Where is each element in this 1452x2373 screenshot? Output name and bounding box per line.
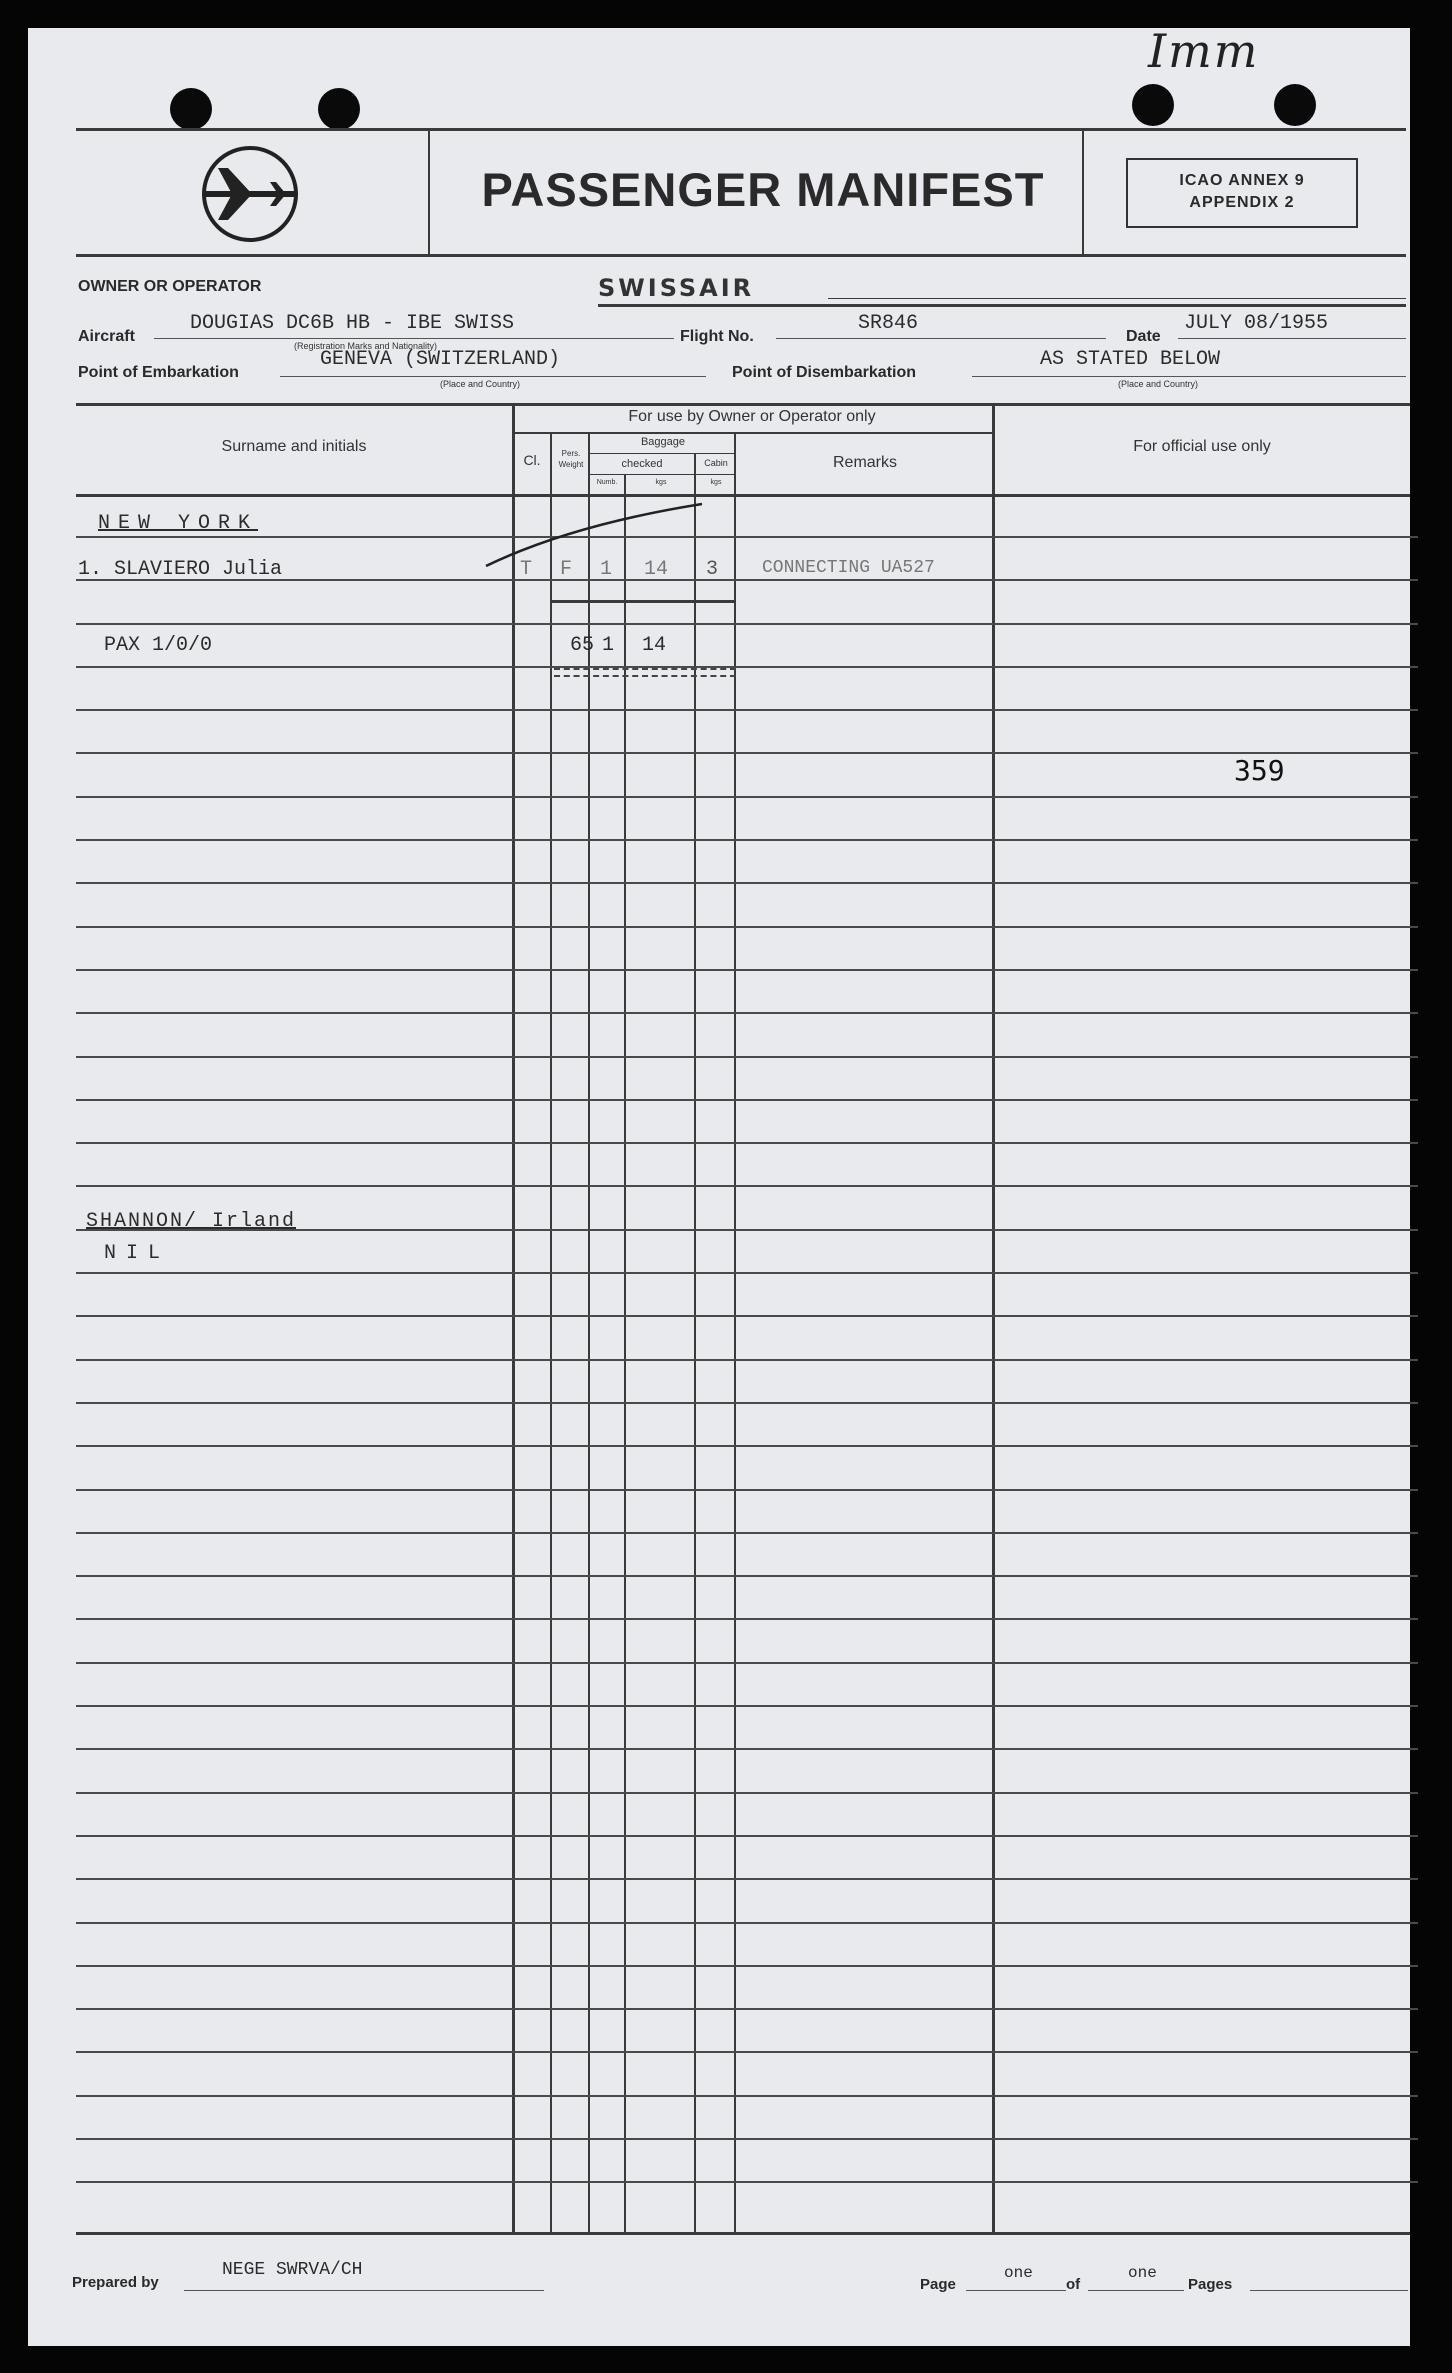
ruled-line (76, 1575, 1418, 1577)
page-title: PASSENGER MANIFEST (481, 163, 1045, 216)
ruled-line (76, 1012, 1418, 1014)
flight-rule (776, 338, 1106, 339)
ruled-line (76, 2051, 1418, 2053)
passenger-total-rule (550, 600, 736, 603)
icao-line-2: APPENDIX 2 (1189, 194, 1295, 211)
pers-weight-header: Pers. Weight (558, 449, 584, 469)
owner-value: SWISSAIR (598, 274, 755, 302)
ruled-line (76, 1185, 1418, 1187)
ruled-line (76, 1056, 1418, 1058)
ruled-line (76, 839, 1418, 841)
ruled-line (76, 536, 1418, 538)
cabin-kgs: 3 (706, 558, 719, 581)
table-bottom-rule (76, 2232, 1410, 2235)
embarkation-value: GENEVA (SWITZERLAND) (320, 348, 561, 371)
date-value: JULY 08/1955 (1184, 312, 1329, 335)
manifest-sheet (28, 24, 1410, 2346)
column-line (550, 434, 552, 2234)
owner-rule (828, 298, 1406, 299)
prepared-label: Prepared by (72, 2274, 159, 2291)
ruled-line (76, 1618, 1418, 1620)
baggage-header: Baggage (640, 436, 686, 448)
owner-only-header: For use by Owner or Operator only (628, 408, 876, 425)
pax-total: PAX 1/0/0 (104, 634, 213, 657)
punch-hole (1274, 84, 1316, 126)
ruled-line (76, 1662, 1418, 1664)
header-top-rule (76, 128, 1406, 131)
ruled-line (76, 666, 1418, 668)
checked-header: checked (621, 458, 663, 470)
passenger-name: 1. SLAVIERO Julia (78, 558, 283, 581)
owner-label: OWNER OR OPERATOR (78, 278, 262, 295)
kgs-cabin-header: kgs (710, 479, 722, 486)
remarks-header: Remarks (832, 454, 897, 471)
total-kgs: 14 (642, 634, 667, 657)
aircraft-rule (154, 338, 674, 339)
checked-rule (590, 474, 736, 475)
table-header-bottom-rule (76, 494, 1410, 497)
ruled-line (76, 1878, 1418, 1880)
baggage-kgs: 14 (644, 558, 669, 581)
ruled-line (76, 1965, 1418, 1967)
ruled-line (76, 1272, 1418, 1274)
official-use-header: For official use only (1133, 438, 1271, 455)
handwritten-initials: Imm (1148, 24, 1260, 78)
embarkation-note: (Place and Country) (440, 379, 521, 389)
ruled-line (76, 1099, 1418, 1101)
page-value: one (1004, 2264, 1033, 2282)
ruled-line (76, 882, 1418, 884)
ruled-line (76, 2181, 1418, 2183)
disembarkation-rule (972, 376, 1406, 377)
passenger-remarks: CONNECTING UA527 (762, 558, 935, 578)
punch-hole (1132, 84, 1174, 126)
destination-new-york: NEW YORK (98, 512, 259, 535)
ruled-line (76, 2008, 1418, 2010)
ruled-line (76, 1489, 1418, 1491)
ruled-line (76, 2095, 1418, 2097)
ruled-line (76, 1835, 1418, 1837)
flight-value: SR846 (858, 312, 919, 335)
embarkation-label: Point of Embarkation (78, 364, 239, 381)
destination-shannon: SHANNON/ Irland (86, 1210, 297, 1233)
ruled-line (76, 752, 1418, 754)
column-line (694, 454, 696, 2234)
class-header: Cl. (523, 452, 541, 468)
total-weight: 65 (570, 634, 595, 657)
disembarkation-label: Point of Disembarkation (732, 364, 917, 381)
disembarkation-note: (Place and Country) (1118, 379, 1199, 389)
aircraft-label: Aircraft (78, 328, 135, 345)
prepared-rule (184, 2290, 544, 2291)
total-numb: 1 (602, 634, 615, 657)
ruled-line (76, 623, 1418, 625)
ruled-line (76, 1792, 1418, 1794)
ruled-line (76, 1359, 1418, 1361)
owner-only-rule (512, 432, 992, 434)
pages-rule (1250, 2290, 1408, 2291)
numb-header: Numb. (596, 479, 618, 486)
punch-hole (318, 88, 360, 130)
column-line (734, 434, 736, 2234)
ruled-line (76, 969, 1418, 971)
header-divider (428, 130, 430, 254)
ruled-line (76, 1922, 1418, 1924)
embarkation-rule (280, 376, 706, 377)
column-line (992, 404, 995, 2234)
ruled-line (76, 1532, 1418, 1534)
double-underline (554, 668, 736, 677)
of-value: one (1128, 2264, 1157, 2282)
page-label: Page (920, 2276, 956, 2293)
aircraft-note: (Registration Marks and Nationality) (294, 341, 438, 351)
column-line (588, 434, 590, 2234)
pages-label: Pages (1188, 2276, 1233, 2293)
date-label: Date (1126, 328, 1161, 345)
pen-stroke (484, 498, 704, 578)
cabin-header: Cabin (704, 458, 728, 468)
kgs-checked-header: kgs (655, 479, 667, 486)
aircraft-value: DOUGIAS DC6B HB - IBE SWISS (190, 312, 515, 335)
column-line (624, 475, 626, 2234)
ruled-line (76, 1705, 1418, 1707)
ruled-line (76, 2138, 1418, 2140)
ruled-line (76, 1402, 1418, 1404)
icao-box (1126, 158, 1358, 228)
ruled-line (76, 1142, 1418, 1144)
flight-label: Flight No. (680, 328, 754, 345)
ruled-line (76, 709, 1418, 711)
table-top-rule (76, 403, 1410, 406)
ruled-line (76, 926, 1418, 928)
column-line (512, 404, 515, 2234)
destination-shannon-value: NIL (104, 1242, 171, 1265)
baggage-numb: 1 (600, 558, 613, 581)
passenger-class: T (520, 558, 533, 581)
baggage-rule (590, 453, 736, 454)
ruled-line (76, 1748, 1418, 1750)
header-divider (1082, 130, 1084, 254)
date-rule (1178, 338, 1406, 339)
of-rule (1088, 2290, 1184, 2291)
airline-logo-icon (200, 144, 300, 244)
prepared-value: NEGE SWRVA/CH (222, 2260, 363, 2280)
page-rule (966, 2290, 1066, 2291)
punch-hole (170, 88, 212, 130)
passenger-weight: F (560, 558, 573, 581)
owner-rule-thick (598, 304, 1406, 307)
ruled-line (76, 1315, 1418, 1317)
of-label: of (1066, 2276, 1081, 2293)
ruled-line (76, 796, 1418, 798)
surname-header: Surname and initials (221, 438, 367, 455)
ruled-line (76, 1445, 1418, 1447)
official-number: 359 (1234, 754, 1285, 787)
disembarkation-value: AS STATED BELOW (1040, 348, 1221, 371)
header-bottom-rule (76, 254, 1406, 257)
icao-line-1: ICAO ANNEX 9 (1179, 172, 1305, 189)
